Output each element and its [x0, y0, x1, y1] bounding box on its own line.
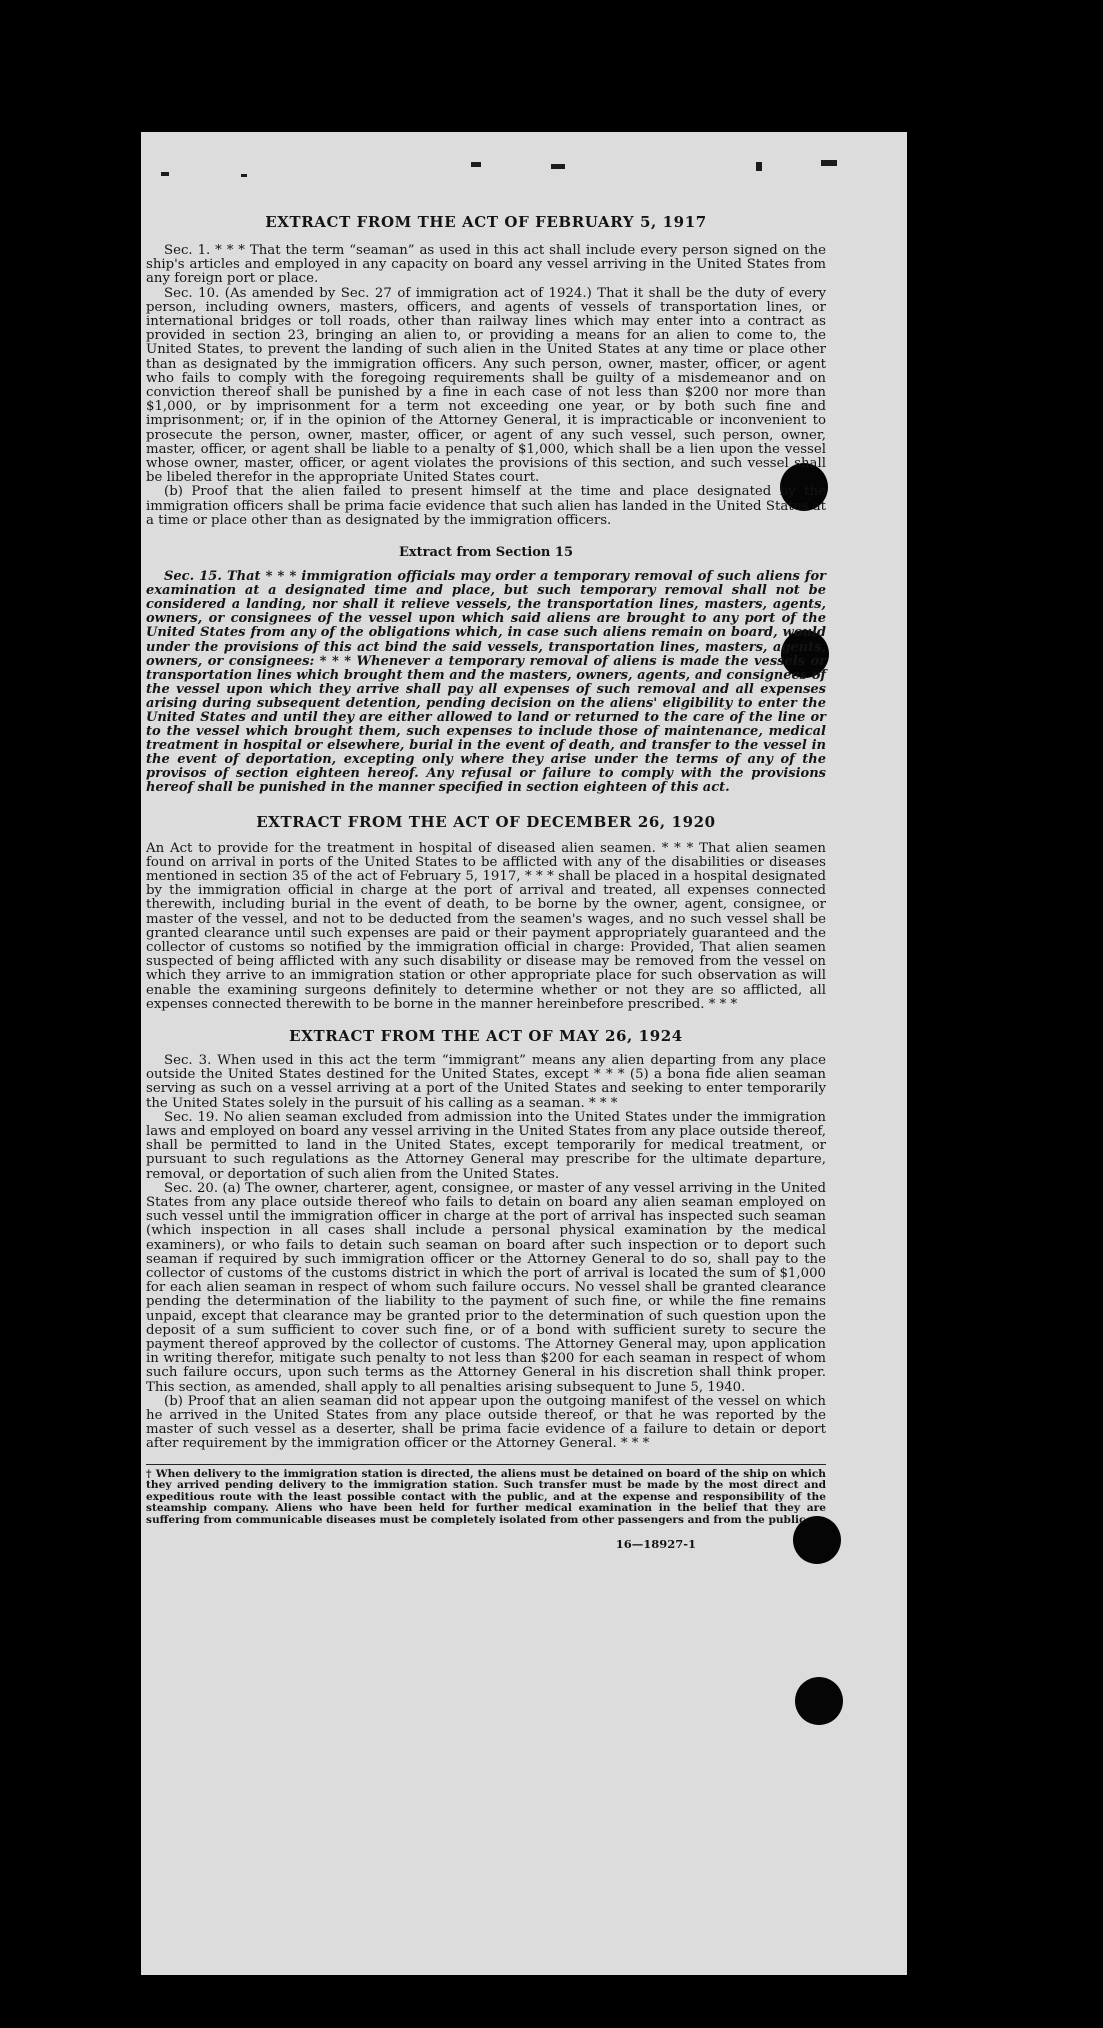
paragraph-sec-10b: (b) Proof that the alien failed to present himself at the time and place designated by the immigration officers shall be prima facie evidence that such alien has landed in the United States at a time or place other than as designated by the immigration officers.: [146, 484, 826, 528]
paragraph-sec-1: Sec. 1. * * * That the term “seaman” as used in this act shall include every person signed on the ship's articles and employed in any capacity on board any vessel arriving in the United States from any foreign port or place.: [146, 243, 826, 287]
paragraph-act-1920: An Act to provide for the treatment in hospital of diseased alien seamen. * * * That alien seamen found on arrival in ports of the United States to be afflicted with any of the disabilities or diseases mentioned in section 35 of the act of February 5, 1917, * * * shall be placed in a hospital designated by the immigration official in charge at the port of arrival and treated, all expenses connected therewith, including burial in the event of death, to be borne by the owner, agent, consignee, or master of the vessel, and not to be deducted from the seamen's wages, and no such vessel shall be granted clearance until such expenses are paid or their payment appropriately guaranteed and the collector of customs so notified by the immigration official in charge: Provided, That alien seamen suspected of being afflicted with any such disability or disease may be removed from the vessel on which they arrive to an immigration station or other appropriate place for such observation as will enable the examining surgeons definitely to determine whether or not they are so afflicted, all expenses connected therewith to be borne in the manner hereinbefore prescribed. * * *: [146, 840, 826, 1012]
scan-speck: [821, 160, 837, 166]
paragraph-sec-15: Sec. 15. That * * * immigration officials may order a temporary removal of such aliens for examination at a designated time and place, but such temporary removal shall not be considered a landing, nor shall it relieve vessels, the transportation lines, masters, agents, owners, or consignees of the vessel upon which said aliens are brought to any port of the United States from any of the obligations which, in case such aliens remain on board, would under the provisions of this act bind the said vessels, transportation lines, masters, agents, owners, or consignees: * * * Whenever a temporary removal of aliens is made the vessels or transportation lines which brought them and the masters, owners, agents, and consignees of the vessel upon which they arrive shall pay all expenses of such removal and all expenses arising during subsequent detention, pending decision on the aliens' eligibility to enter the United States and until they are either allowed to land or returned to the care of the line or to the vessel which brought them, such expenses to include those of maintenance, medical treatment in hospital or elsewhere, burial in the event of death, and transfer to the vessel in the event of deportation, excepting only where they arise under the terms of any of the provisos of section eighteen hereof. Any refusal or failure to comply with the provisions hereof shall be punished in the manner specified in section eighteen of this act.: [146, 569, 826, 796]
heading-act-1917: EXTRACT FROM THE ACT OF FEBRUARY 5, 1917: [265, 213, 707, 231]
paragraph-sec-3: Sec. 3. When used in this act the term “immigrant” means any alien departing from any place outside the United States destined for the United States, except * * * (5) a bona fide alien seaman serving as such on a vessel arriving at a port of the United States and seeking to enter temporarily the United States solely in the pursuit of his calling as a seaman. * * *: [146, 1053, 826, 1111]
paragraph-sec-20: Sec. 20. (a) The owner, charterer, agent, consignee, or master of any vessel arriving in the United States from any place outside thereof who fails to detain on board any alien seaman employed on such vessel until the immigration officer in charge at the port of arrival has inspected such seaman (which inspection in all cases shall include a personal physical examination by the medical examiners), or who fails to detain such seaman on board after such inspection or to deport such seaman if required by such immigration officer or the Attorney General to do so, shall pay to the collector of customs of the customs district in which the port of arrival is located the sum of $1,000 for each alien seaman in respect of whom such failure occurs. No vessel shall be granted clearance pending the determination of the liability to the payment of such fine, or while the fine remains unpaid, except that clearance may be granted prior to the determination of such question upon the deposit of a sum sufficient to cover such fine, or of a bond with sufficient surety to secure the payment thereof approved by the collector of customs. The Attorney General may, upon application in writing therefor, mitigate such penalty to not less than $200 for each seaman in respect of whom such failure occurs, upon such terms as the Attorney General in his discretion shall think proper. This section, as amended, shall apply to all penalties arising subsequent to June 5, 1940.: [146, 1180, 826, 1395]
heading-act-1920: EXTRACT FROM THE ACT OF DECEMBER 26, 1920: [256, 812, 716, 831]
paragraph-sec-20b: (b) Proof that an alien seaman did not appear upon the outgoing manifest of the vessel on which he arrived in the United States from any place outside thereof, or that he was reported by the master of such vessel as a deserter, shall be prima facie evidence of a failure to detain or deport after requirement by the immigration officer or the Attorney General. * * *: [146, 1393, 826, 1452]
heading-section-15: Extract from Section 15: [398, 545, 574, 561]
scan-speck: [241, 174, 247, 177]
scan-speck: [551, 164, 565, 169]
punch-hole: [795, 1677, 843, 1725]
scan-speck: [756, 162, 762, 171]
footnote-text: † When delivery to the immigration station is directed, the aliens must be detained on board of the ship on which they arrived pending delivery to the immigration station. Such transfer must be made by the most direct and expeditious route with the least possible contact with the public, and at the expense and responsibility of the steamship company. Aliens who have been held for further medical examination in the belief that they are suffering from communicable diseases must be completely isolated from other passengers and from the public.: [146, 1467, 826, 1527]
form-number: 16—18927-1: [615, 1536, 696, 1551]
scan-speck: [471, 162, 481, 167]
document-body: [146, 212, 826, 1551]
paragraph-sec-10: Sec. 10. (As amended by Sec. 27 of immigration act of 1924.) That it shall be the duty of every person, including owners, masters, officers, and agents of vessels of transportation lines, or international bridges or toll roads, other than railway lines which may enter into a contract as provided in section 23, bringing an alien to, or providing a means for an alien to come to, the United States, to prevent the landing of such alien in the United States at any time or place other than as designated by the immigration officers. Any such person, owner, master, officer, or agent who fails to comply with the foregoing requirements shall be guilty of a misdemeanor and on conviction thereof shall be punished by a fine in each case of not less than $200 nor more than $1,000, or by imprisonment for a term not exceeding one year, or by both such fine and imprisonment; or, if in the opinion of the Attorney General, it is impracticable or inconvenient to prosecute the person, owner, master, officer, or agent of any such vessel, such person, owner, master, officer, or agent shall be liable to a penalty of $1,000, which shall be a lien upon the vessel whose owner, master, officer, or agent violates the provisions of this section, and such vessel shall be libeled therefor in the appropriate United States court.: [146, 285, 826, 486]
footnote-block: [146, 1464, 826, 1527]
paragraph-sec-19: Sec. 19. No alien seaman excluded from admission into the United States under the immigration laws and employed on board any vessel arriving in the United States from any place outside thereof, shall be permitted to land in the United States, except temporarily for medical treatment, or pursuant to such regulations as the Attorney General may prescribe for the ultimate departure, removal, or deportation of such alien from the United States.: [146, 1109, 826, 1182]
scan-speck: [161, 172, 169, 176]
heading-act-1924: EXTRACT FROM THE ACT OF MAY 26, 1924: [289, 1027, 683, 1045]
